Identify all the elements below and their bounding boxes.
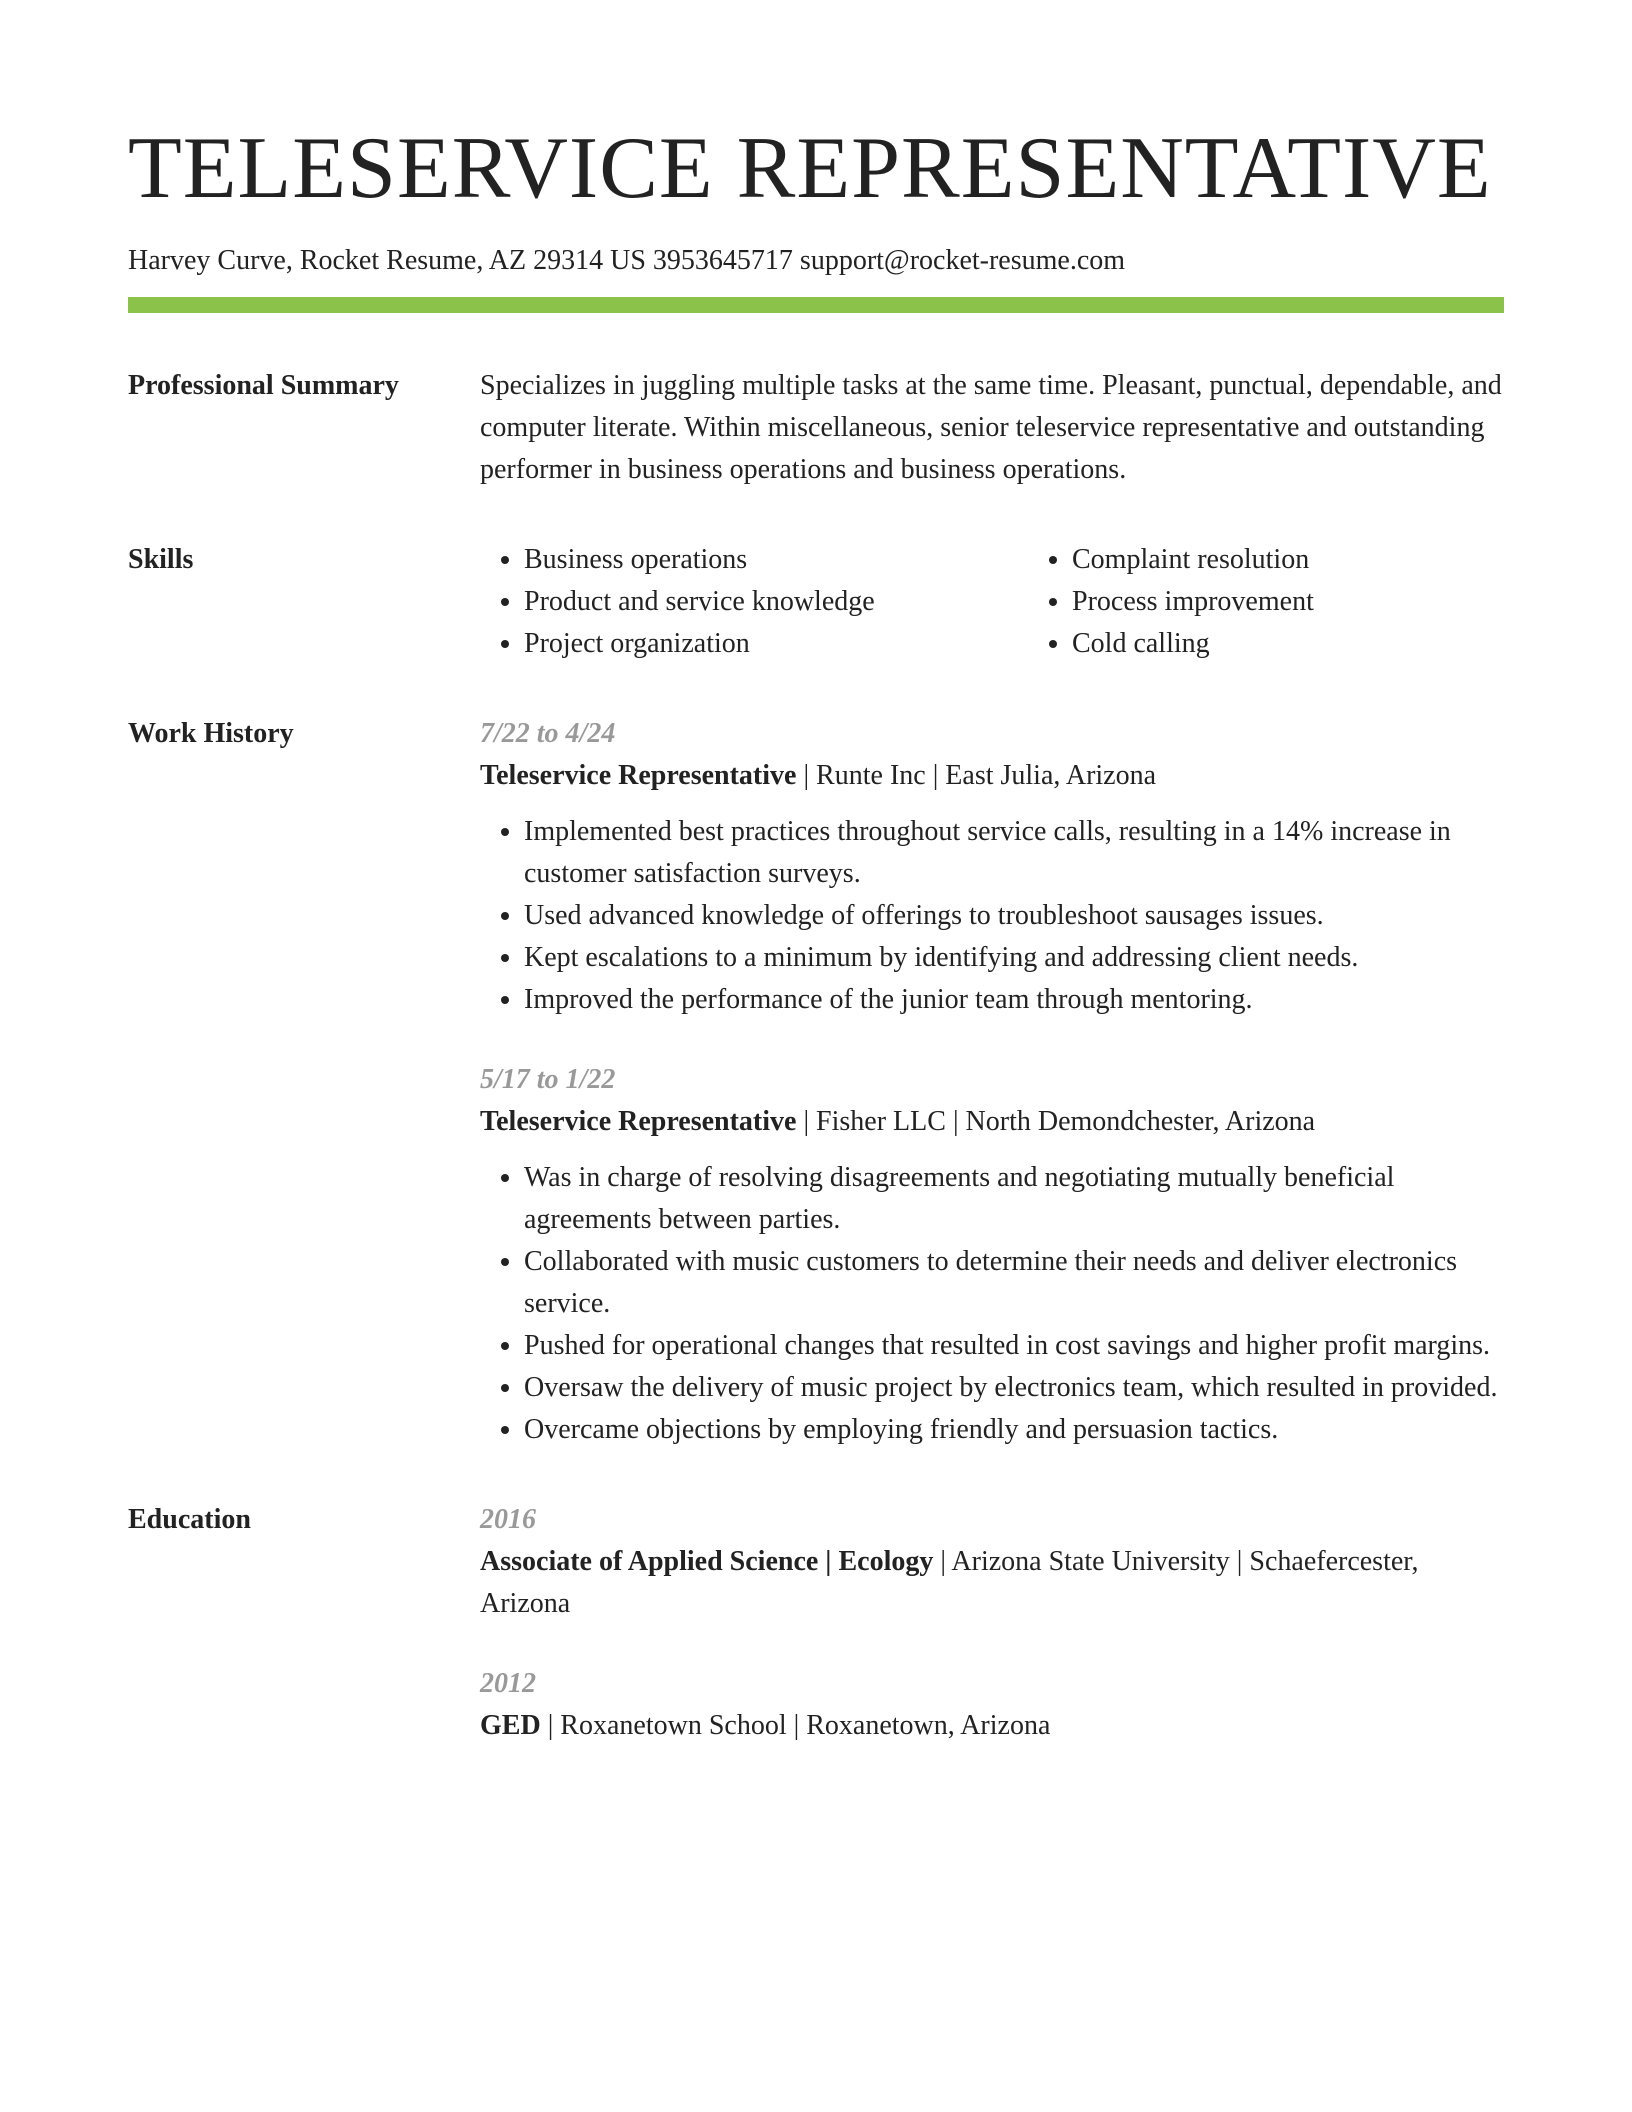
skills-body bbox=[480, 539, 1576, 665]
job-bullet: • Used advanced knowledge of offerings to troubleshoot sausages issues. bbox=[524, 895, 1504, 937]
skill-item: • Project organization bbox=[524, 623, 1028, 665]
job-employer-location: | Runte Inc | East Julia, Arizona bbox=[796, 760, 1157, 791]
skill-item: • Process improvement bbox=[1072, 581, 1576, 623]
skill-item: • Product and service knowledge bbox=[524, 581, 1028, 623]
education-degree: GED bbox=[480, 1710, 541, 1741]
education-section bbox=[128, 1499, 1504, 1747]
education-heading bbox=[480, 1541, 1504, 1625]
skills-section bbox=[128, 539, 1504, 665]
education-heading bbox=[480, 1705, 1504, 1747]
section-label-education: Education bbox=[128, 1504, 251, 1535]
skills-list-left bbox=[480, 539, 1028, 665]
job-bullet: • Oversaw the delivery of music project by electronics team, which resulted in provided. bbox=[524, 1367, 1504, 1409]
job-bullet: • Collaborated with music customers to determine their needs and deliver electronics service. bbox=[524, 1241, 1504, 1325]
summary-section bbox=[128, 365, 1504, 491]
job-bullet: • Implemented best practices throughout service calls, resulting in a 14% increase in customer satisfaction surveys. bbox=[524, 811, 1504, 895]
job-bullet: • Pushed for operational changes that resulted in cost savings and higher profit margins. bbox=[524, 1325, 1504, 1367]
skill-item: • Business operations bbox=[524, 539, 1028, 581]
education-degree: Associate of Applied Science | Ecology bbox=[480, 1546, 934, 1577]
education-body bbox=[480, 1499, 1504, 1747]
accent-divider bbox=[128, 297, 1504, 313]
skills-list-right bbox=[1028, 539, 1576, 665]
education-school-location: | Roxanetown School | Roxanetown, Arizona bbox=[540, 1710, 1051, 1741]
section-label-work-history: Work History bbox=[128, 718, 294, 749]
job-heading bbox=[480, 755, 1504, 797]
education-date: 2016 bbox=[480, 1504, 536, 1535]
work-history-body bbox=[480, 713, 1504, 1451]
contact-line: Harvey Curve, Rocket Resume, AZ 29314 US 3953645717 support@rocket-resume.com bbox=[128, 245, 1126, 276]
job-bullet-list bbox=[480, 1157, 1504, 1451]
job-bullet-list bbox=[480, 811, 1504, 1021]
job-entry bbox=[480, 1059, 1504, 1451]
work-history-section bbox=[128, 713, 1504, 1451]
education-entry bbox=[480, 1663, 1504, 1747]
job-bullet: • Improved the performance of the junior team through mentoring. bbox=[524, 979, 1504, 1021]
resume-title: TELESERVICE REPRESENTATIVE bbox=[128, 120, 1492, 217]
skill-item: • Complaint resolution bbox=[1072, 539, 1576, 581]
job-date: 5/17 to 1/22 bbox=[480, 1064, 616, 1095]
section-label-summary: Professional Summary bbox=[128, 370, 399, 401]
skills-columns bbox=[480, 539, 1576, 665]
job-heading bbox=[480, 1101, 1504, 1143]
job-employer-location: | Fisher LLC | North Demondchester, Arizona bbox=[796, 1106, 1316, 1137]
job-bullet: • Was in charge of resolving disagreements and negotiating mutually beneficial agreements between parties. bbox=[524, 1157, 1504, 1241]
job-entry bbox=[480, 713, 1504, 1021]
job-date: 7/22 to 4/24 bbox=[480, 718, 616, 749]
job-bullet: • Overcame objections by employing friendly and persuasion tactics. bbox=[524, 1409, 1504, 1451]
skill-item: • Cold calling bbox=[1072, 623, 1576, 665]
education-entry bbox=[480, 1499, 1504, 1625]
section-label-skills: Skills bbox=[128, 544, 194, 575]
job-bullet: • Kept escalations to a minimum by identifying and addressing client needs. bbox=[524, 937, 1504, 979]
education-date: 2012 bbox=[480, 1668, 536, 1699]
job-title: Teleservice Representative bbox=[480, 1106, 797, 1137]
job-title: Teleservice Representative bbox=[480, 760, 797, 791]
education-school-location: | Arizona State University | Schaefercester, Arizona bbox=[480, 1546, 1419, 1619]
summary-text: Specializes in juggling multiple tasks at the same time. Pleasant, punctual, dependable, and computer literate. Within miscellaneous, senior teleservice representative and outstanding performer in business operations and business operations. bbox=[480, 370, 1502, 485]
